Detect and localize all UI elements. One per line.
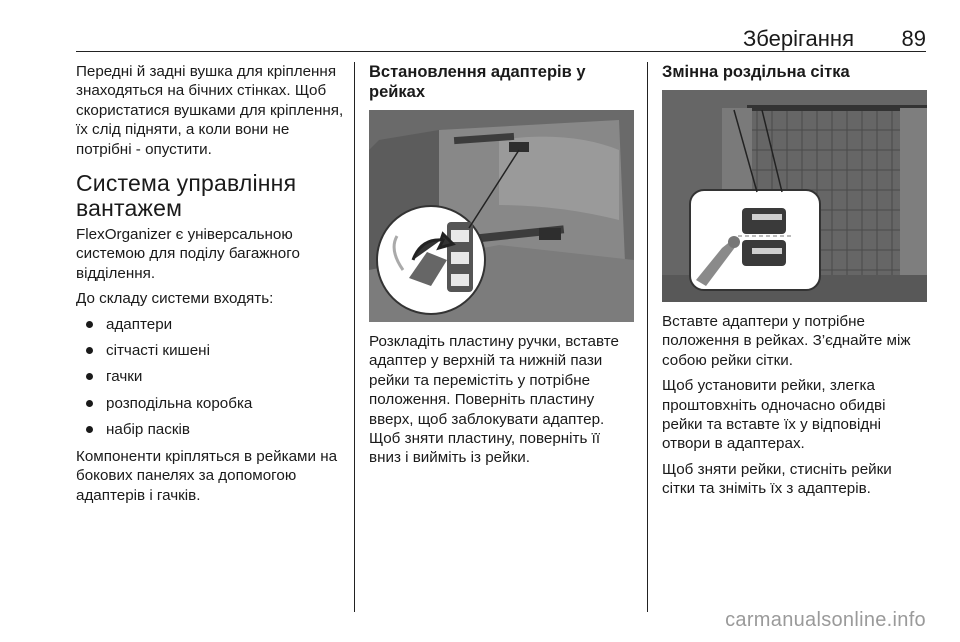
column-divider: [354, 62, 355, 612]
list-intro: До складу системи входять:: [76, 290, 274, 308]
section-heading: Система управління вантажем: [76, 170, 297, 222]
column-2: [369, 62, 634, 474]
list-item-label: сітчасті кишені: [106, 342, 210, 360]
list-item-label: набір пасків: [106, 421, 190, 439]
list-item-label: гачки: [106, 368, 143, 386]
subsection-heading: Змінна роздільна сітка: [662, 63, 850, 81]
bullet-icon: [86, 347, 93, 354]
adapter-installation-figure: [369, 110, 634, 322]
intro-paragraph: Передні й задні вушка для кріплення знаходяться на бічних стінках. Щоб скористатися вушками для кріплення, їх слід підняти, а коли вони не потрібні - опустити.: [76, 63, 344, 158]
installation-instructions: Розкладіть пластину ручки, вставте адаптер у верхній та нижній пази рейки та перемістіть у потрібне положення. Поверніть пластину вверх, щоб заблокувати адаптер. Щоб зняти пластину, поверніть її вниз і вийміть із рейки.: [369, 333, 619, 467]
list-item: [76, 394, 344, 413]
components-list: [76, 315, 344, 440]
list-item: [76, 420, 344, 439]
bullet-icon: [86, 321, 93, 328]
bullet-icon: [86, 426, 93, 433]
column-3: [662, 62, 928, 505]
list-item: [76, 315, 344, 334]
watermark-link[interactable]: carmanualsonline.info: [725, 609, 926, 631]
instruction-paragraph: Щоб установити рейки, злегка проштовхніть одночасно обидві рейки та вставте їх у відповідні отвори в адаптерах.: [662, 377, 886, 453]
column-1: [76, 62, 344, 511]
list-item: [76, 367, 344, 386]
divider-net-illustration: [662, 90, 927, 302]
cargo-rail-illustration: [369, 110, 634, 322]
instruction-paragraph: Щоб зняти рейки, стисніть рейки сітки та зніміть їх з адаптерів.: [662, 460, 892, 498]
page-number: 89: [901, 26, 926, 51]
description-paragraph: FlexOrganizer є універсальною системою для поділу багажного відділення.: [76, 226, 300, 282]
closing-paragraph: Компоненти кріпляться в рейками на бокових панелях за допомогою адаптерів і гачків.: [76, 447, 338, 504]
page-title: Зберігання: [743, 26, 854, 51]
subsection-heading: Встановлення адаптерів у рейках: [369, 63, 586, 101]
list-item-label: адаптери: [106, 315, 173, 333]
page-header: [76, 22, 926, 52]
bullet-icon: [86, 400, 93, 407]
list-item-label: розподільна коробка: [106, 394, 253, 412]
list-item: [76, 341, 344, 360]
column-divider: [647, 62, 648, 612]
instruction-paragraph: Вставте адаптери у потрібне положення в рейках. З’єднайте між собою рейки сітки.: [662, 313, 911, 369]
bullet-icon: [86, 373, 93, 380]
divider-net-figure: [662, 90, 927, 302]
